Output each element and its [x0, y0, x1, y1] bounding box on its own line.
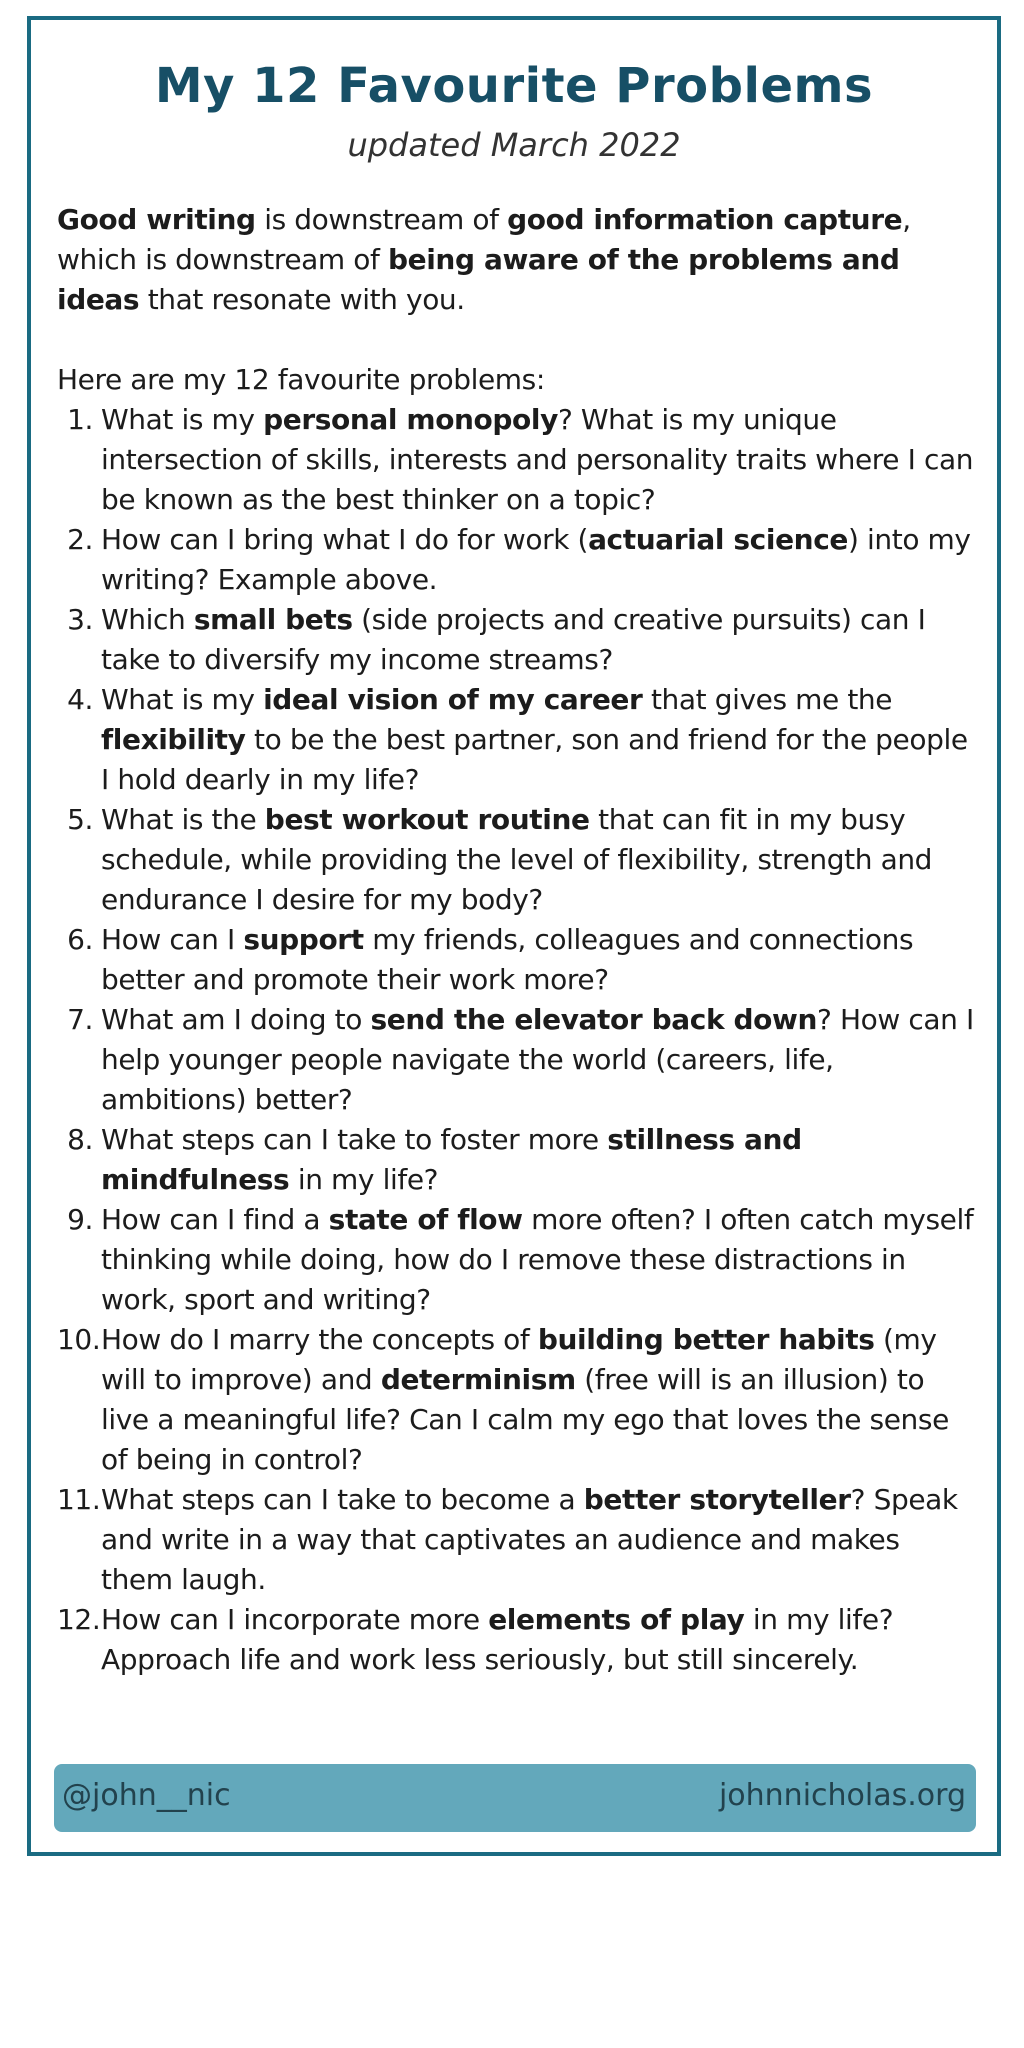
item-number: 11.	[57, 1483, 101, 1516]
intro-bold-3: being aware of the problems and ideas	[57, 243, 900, 316]
page-subtitle: updated March 2022	[347, 126, 681, 164]
item-number: 5.	[67, 803, 93, 836]
intro-bold-2: good information capture	[507, 203, 903, 236]
intro-text-1: is downstream of	[255, 203, 508, 236]
item-bold: best workout routine	[264, 803, 590, 836]
item-text: (my will to improve) and	[101, 1323, 937, 1396]
item-text: What steps can I take to foster more	[101, 1123, 608, 1156]
item-text: What is my	[101, 683, 264, 716]
intro-bold-1: Good writing	[57, 203, 256, 236]
item-bold: state of flow	[328, 1203, 523, 1236]
list-item	[57, 1200, 977, 1320]
item-bold: personal monopoly	[263, 403, 558, 436]
list-item	[57, 920, 977, 1000]
list-item	[57, 680, 977, 800]
item-text: ? Speak and write in a way that captivates an audience and makes them laugh.	[101, 1483, 958, 1596]
item-text: How do I marry the concepts of	[101, 1323, 538, 1356]
item-number: 8.	[67, 1123, 93, 1156]
item-number: 2.	[67, 523, 93, 556]
list-item	[57, 1600, 977, 1680]
content-body	[57, 200, 977, 1680]
item-number: 4.	[67, 683, 93, 716]
item-text: that can fit in my busy schedule, while providing the level of flexibility, strength and endurance I desire for my body?	[101, 803, 933, 916]
list-item	[57, 400, 977, 520]
item-text: my friends, colleagues and connections better and promote their work more?	[101, 923, 914, 996]
item-number: 7.	[67, 1003, 93, 1036]
item-text: Which	[101, 603, 194, 636]
item-text: ? How can I help younger people navigate the world (careers, life, ambitions) better?	[101, 1003, 974, 1116]
item-text: ? What is my unique intersection of skills, interests and personality traits where I can be known as the best thinker on a topic?	[101, 403, 974, 516]
list-item	[57, 800, 977, 920]
item-text: How can I	[101, 923, 244, 956]
item-text: to be the best partner, son and friend for the people I hold dearly in my life?	[101, 723, 968, 796]
item-text: How can I bring what I do for work (	[101, 523, 589, 556]
item-number: 1.	[67, 403, 93, 436]
item-bold: flexibility	[101, 723, 246, 756]
item-text: How can I incorporate more	[101, 1603, 489, 1636]
intro-text-2: , which is downstream of	[57, 203, 911, 276]
item-bold: support	[243, 923, 364, 956]
intro-paragraph	[57, 200, 977, 320]
page-title: My 12 Favourite Problems	[154, 58, 874, 114]
list-lead: Here are my 12 favourite problems:	[57, 363, 545, 396]
item-text: (side projects and creative pursuits) can I take to diversify my income streams?	[101, 603, 926, 676]
item-bold: small bets	[193, 603, 353, 636]
item-bold: determinism	[380, 1363, 576, 1396]
item-text: How can I find a	[101, 1203, 329, 1236]
list-item	[57, 600, 977, 680]
item-text: ) into my writing? Example above.	[101, 523, 971, 596]
item-number: 6.	[67, 923, 93, 956]
item-text: What am I doing to	[101, 1003, 371, 1036]
problems-card	[27, 16, 1001, 1856]
item-bold: send the elevator back down	[370, 1003, 818, 1036]
item-number: 3.	[67, 603, 93, 636]
list-item	[57, 1120, 977, 1200]
social-handle[interactable]: @john__nic	[62, 1778, 231, 1813]
problems-list	[57, 400, 977, 1680]
item-number: 9.	[67, 1203, 93, 1236]
footer-bar	[54, 1764, 976, 1832]
item-number: 10.	[57, 1323, 101, 1356]
item-bold: building better habits	[537, 1323, 875, 1356]
item-text: What is the	[101, 803, 265, 836]
item-text: What steps can I take to become a	[101, 1483, 584, 1516]
list-item	[57, 1480, 977, 1600]
item-text: in my life? Approach life and work less seriously, but still sincerely.	[101, 1603, 894, 1676]
list-item	[57, 520, 977, 600]
list-item	[57, 1000, 977, 1120]
item-bold: stillness and mindfulness	[101, 1123, 802, 1196]
intro-text-3: that resonate with you.	[139, 283, 465, 316]
item-bold: actuarial science	[588, 523, 848, 556]
item-text: What is my	[101, 403, 264, 436]
list-item	[57, 1320, 977, 1480]
website-link[interactable]: johnnicholas.org	[718, 1778, 966, 1813]
item-text: (free will is an illusion) to live a meaningful life? Can I calm my ego that loves the sense of being in control?	[101, 1363, 949, 1476]
item-text: in my life?	[289, 1163, 439, 1196]
item-bold: ideal vision of my career	[263, 683, 643, 716]
item-bold: better storyteller	[583, 1483, 851, 1516]
item-text: more often? I often catch myself thinking while doing, how do I remove these distractions in work, sport and writing?	[101, 1203, 974, 1316]
item-number: 12.	[57, 1603, 101, 1636]
item-bold: elements of play	[488, 1603, 745, 1636]
item-text: that gives me the	[642, 683, 893, 716]
